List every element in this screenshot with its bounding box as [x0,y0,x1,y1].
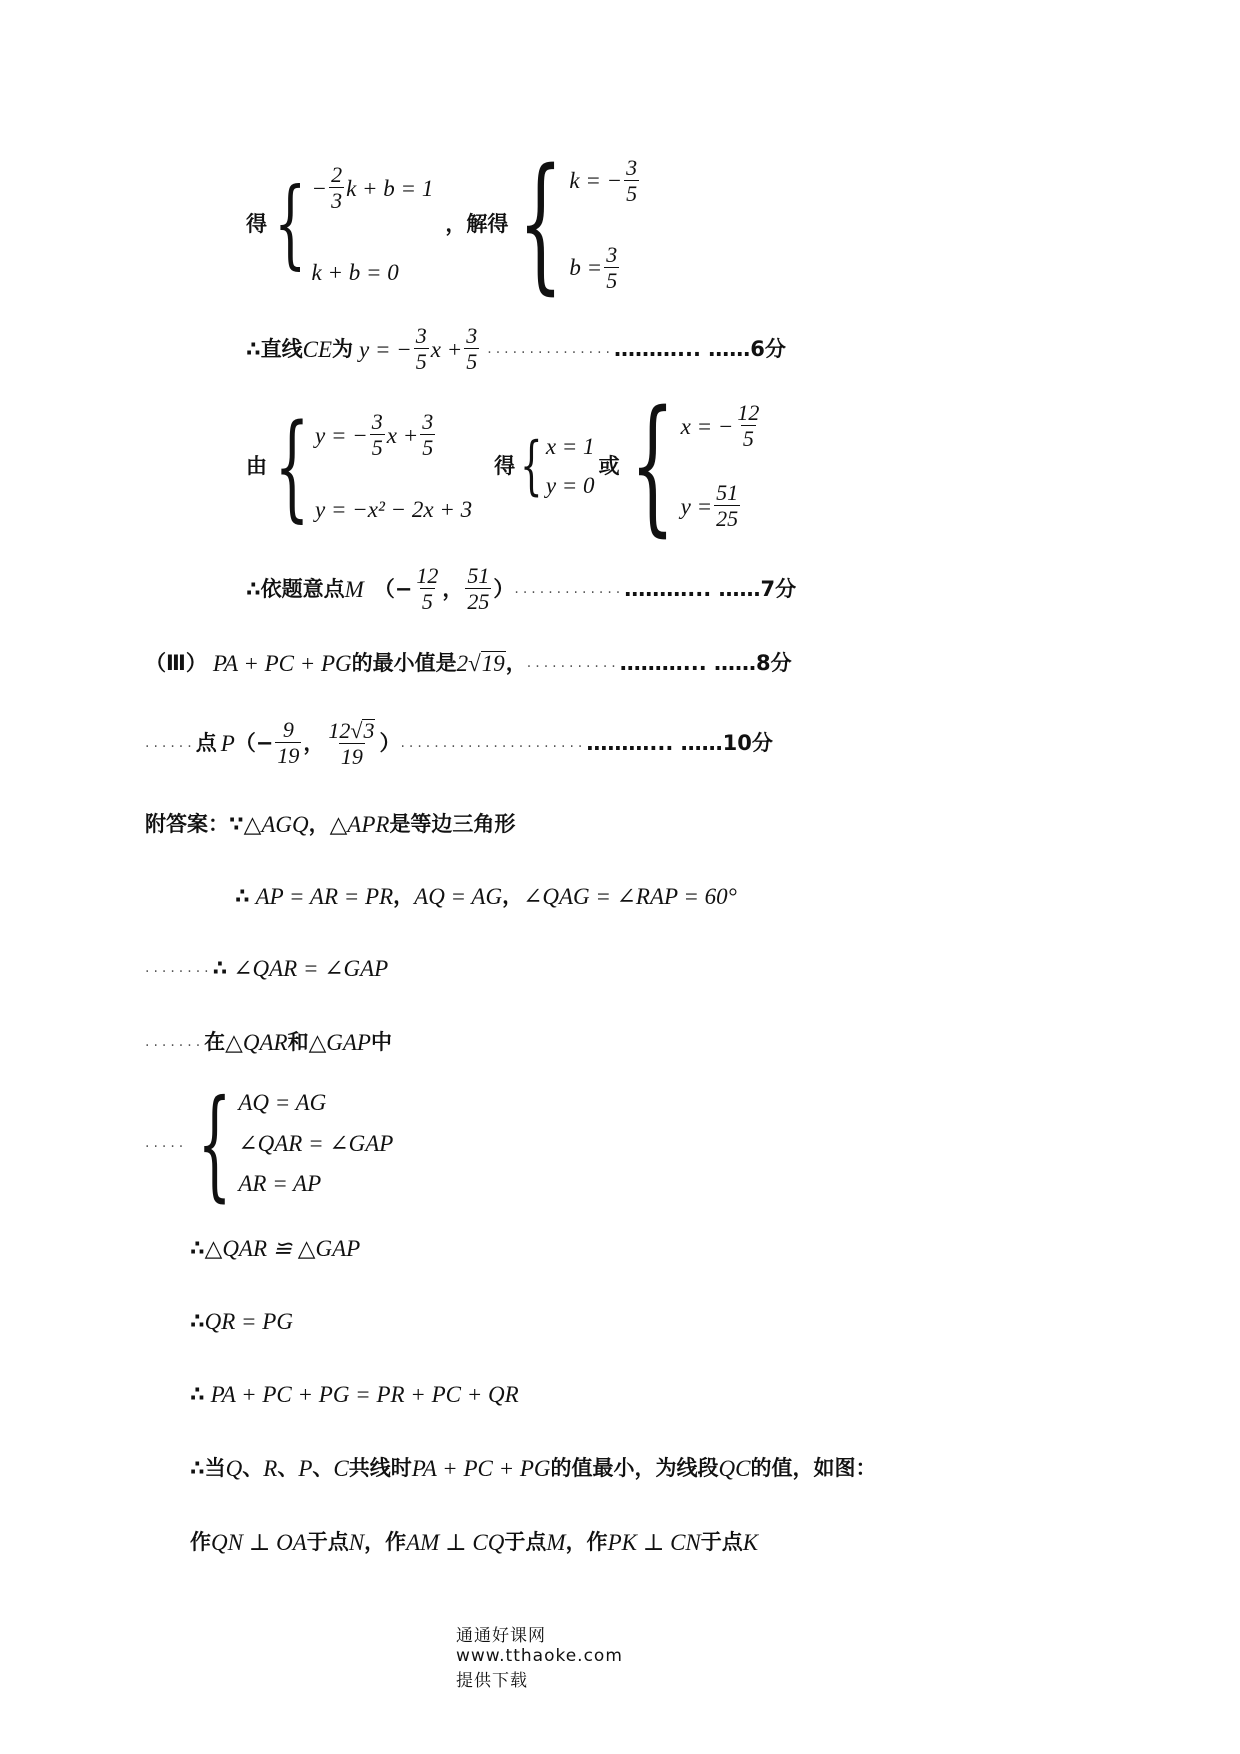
score-leader: ………... ……7 [624,576,776,601]
leader-dots: ............... [487,341,615,357]
line-name: CE [302,336,333,362]
sqrt: √ 19 [468,651,505,676]
solution-2: x = − $\frac{12}{5}$ y = $\frac{51}{25}$ [680,400,760,531]
left-brace-icon: { [518,137,564,310]
leader-dots: ...................... [400,735,587,751]
label: 为 [332,336,354,361]
left-brace-icon: { [197,1072,232,1214]
therefore-symbol: ∴ [190,1455,205,1480]
because-symbol: ∵ [229,811,244,836]
page-footer: 通通好课网 www.tthaoke.com 提供下载 [456,1626,623,1691]
line-ce-equation: ∴ 直线 CE 为 y = − $\frac{3}{5}$ x + $\frac{3}{5}$ ............... ………... ……6 分 [246,323,786,374]
therefore-symbol: ∴ [190,1381,205,1406]
line-sum-equal: ∴ PA + PC + PG = PR + PC + QR [190,1381,519,1407]
line-intersection [246,379,763,552]
paren: （− [373,576,413,601]
label: 直线 [260,336,303,361]
therefore-symbol: ∴ [212,955,228,980]
label: 由 [246,453,267,478]
leader-dots: ............. [514,581,625,597]
equation-system [312,164,434,284]
therefore-symbol: ∴ [190,1308,205,1333]
therefore-symbol: ∴ [190,1235,205,1260]
line-in-triangles: ....... 在 △QAR 和 △GAP 中 [145,1029,392,1055]
line-equalities: ∴ AP = AR = PR ， AQ = AG ， ∠QAG = ∠RAP = 60° [235,883,737,909]
label: 的最小值是 [351,650,457,675]
solution-1: x = 1 y = 0 [545,434,595,498]
leader-dots: ...... [145,735,196,751]
solution-system [569,154,641,293]
score-leader: ………... ……10 [586,730,752,755]
left-brace-icon: { [274,398,310,534]
de-label: 得 [246,211,267,236]
label: 或 [598,453,620,478]
k-solution: k = − $\frac{3}{5}$ [569,154,638,206]
therefore-symbol: ∴ [246,576,261,601]
left-brace-icon: { [629,379,675,552]
b-solution: b = $\frac{3}{5}$ [569,241,618,293]
point-name: P [220,730,235,756]
line-point-m: ∴ 依题意点 M （− $\frac{12}{5}$ ， $\frac{51}{25}$ ） ............. ………... ……7 分 [246,563,797,614]
equation-2: k + b = 0 [311,260,399,285]
line-solve-k-b [246,137,641,310]
score-unit: 分 [764,336,786,361]
line-congruent: ∴ △QAR ≌ △GAP [190,1235,361,1261]
line-construct: 作 QN ⊥ OA 于点 N ，作 AM ⊥ CQ 于点 M ，作 PK ⊥ CN 于点 K [190,1529,759,1555]
line-part-3: （Ⅲ） PA + PC + PG 的最小值是 2 √ 19 ， ........... ………... ……8 分 [145,650,792,676]
leader-dots: ....... [145,1034,205,1050]
line-congruence-conditions [145,1072,394,1214]
score-unit: 分 [770,650,792,675]
math: x + [430,336,463,362]
line-collinear: ∴ 当 Q 、 R 、 P 、 C 共线时 PA + PC + PG 的值最小，为线段 QC 的值，如图： [190,1455,877,1481]
label: 依题意点 [260,576,345,601]
left-brace-icon: { [520,429,543,503]
math: 2 [456,650,469,676]
line-angle-equal: ........ ∴ ∠QAR = ∠GAP [145,955,389,981]
score-unit: 分 [775,576,797,601]
score-leader: ………... ……6 [614,336,765,361]
leader-dots: ........... [526,655,620,671]
therefore-symbol: ∴ [246,336,261,361]
appendix-label: 附答案： [145,811,229,836]
leader-dots: ........ [145,960,213,976]
equation-1: − $\frac{2}{3}$ k + b = 1 [311,162,434,213]
line-appendix: 附答案： ∵ △AGQ ， △APR 是等边三角形 [145,811,516,837]
math: y = − [359,336,412,362]
score-leader: ………... ……8 [619,650,771,675]
fraction: $\frac{2}{3}$ [331,162,343,213]
math: PA + PC + PG [212,650,352,676]
part-label: （Ⅲ） [145,650,207,675]
point-name: M [344,576,364,602]
therefore-symbol: ∴ [235,883,250,908]
jiede-label: ，解得 [445,211,509,236]
label: 点 [195,730,217,755]
condition-system: AQ = AG ∠QAR = ∠GAP AR = AP [238,1090,394,1196]
label: 得 [494,453,516,478]
line-point-p: ...... 点 P （− $\frac{9}{19}$ ， 12 √ 3 19 ） ...................... ………... ……10 分 [145,717,773,769]
leader-dots: ..... [145,1135,188,1151]
left-brace-icon: { [274,167,307,280]
equation-system: y = − $\frac{3}{5}$ x + $\frac{3}{5}$ y = −x² − 2x + 3 [315,409,473,522]
line-qr-pg: ∴ QR = PG [190,1308,293,1334]
score-unit: 分 [751,730,773,755]
